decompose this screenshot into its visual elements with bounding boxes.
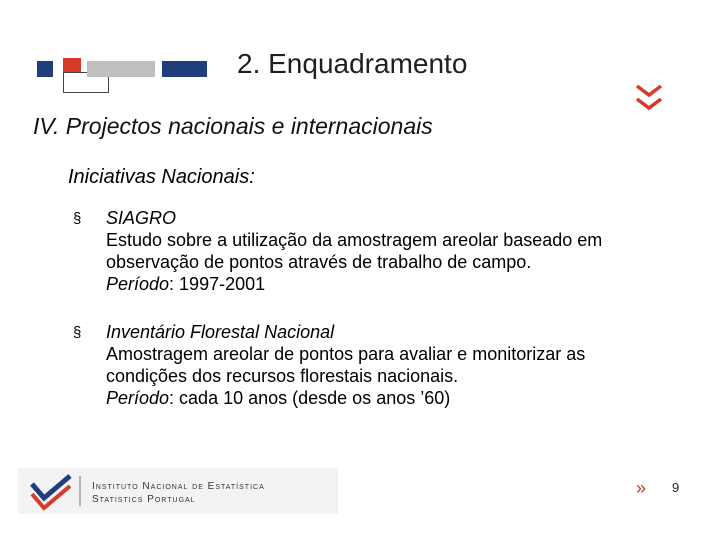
- list-item: [106, 321, 706, 409]
- item-description-line: observação de pontos através de trabalho de campo.: [106, 252, 532, 272]
- item-description-line: Amostragem areolar de pontos para avaliar e monitorizar as: [106, 344, 586, 364]
- section-heading: Iniciativas Nacionais:: [68, 166, 255, 188]
- navy-square: [37, 61, 53, 77]
- next-slide-icon[interactable]: »: [636, 478, 647, 498]
- navy-bar: [162, 61, 207, 77]
- logo-text-line2: Statistics Portugal: [92, 494, 196, 505]
- item-name: SIAGRO: [106, 208, 177, 228]
- period-value: : cada 10 anos (desde os anos ’60): [169, 388, 451, 408]
- period-label: Período: [106, 388, 170, 408]
- double-chevron-down-icon: [633, 82, 665, 116]
- slide-title: 2. Enquadramento: [237, 48, 468, 79]
- bullet-marker: §: [73, 324, 82, 341]
- page-number: 9: [672, 480, 680, 495]
- item-description-line: Estudo sobre a utilização da amostragem areolar baseado em: [106, 230, 603, 250]
- bullet-marker: §: [73, 210, 82, 227]
- item-period: [106, 273, 706, 295]
- gray-bar: [87, 61, 155, 77]
- item-period: [106, 387, 706, 409]
- period-value: : 1997-2001: [169, 274, 266, 294]
- period-label: Período: [106, 274, 170, 294]
- slide-subtitle: IV. Projectos nacionais e internacionais: [33, 113, 433, 139]
- item-name: Inventário Florestal Nacional: [106, 322, 335, 342]
- item-description-line: condições dos recursos florestais nacionais.: [106, 366, 459, 386]
- list-item: [106, 207, 706, 295]
- logo-text-line1: Instituto Nacional de Estatística: [92, 481, 265, 492]
